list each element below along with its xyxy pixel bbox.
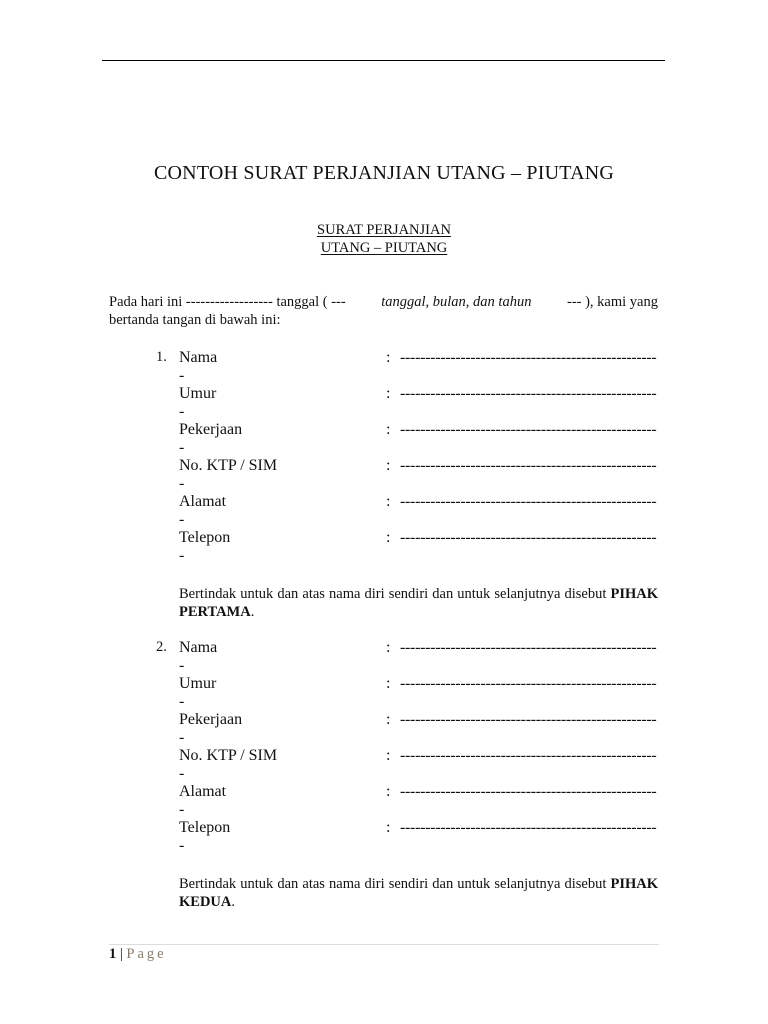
intro-part-1: Pada hari ini ------------------ tanggal ( --- [109,294,346,310]
field-colon: : [386,421,391,438]
party-2-statement-text: Bertindak untuk dan atas nama diri sendiri dan untuk selanjutnya disebut [179,876,607,892]
party-2-number: 2. [156,639,167,655]
field-blank-line: --------------------------------------------------- [400,819,657,836]
field-colon: : [386,819,391,836]
field-label: Umur [179,385,217,402]
party-2-field-row [179,711,659,747]
party-2-role: PIHAK KEDUA [179,876,659,910]
intro-part-2: --- ), kami yang [566,294,658,310]
subtitle-line-1-text: SURAT PERJANJIAN [317,222,451,238]
field-blank-wrap: - [179,547,185,564]
footer-separator: | [119,946,123,962]
field-label: Umur [179,675,217,692]
party-1-number: 1. [156,349,167,365]
party-1-field-row [179,493,659,529]
field-blank-wrap: - [179,367,185,384]
header-rule [102,60,665,61]
field-label: Nama [179,349,218,366]
intro-line-2: bertanda tangan di bawah ini: [109,312,281,328]
field-blank-wrap: - [179,837,185,854]
field-label: Pekerjaan [179,421,243,438]
field-blank-wrap: - [179,403,185,420]
party-1-field-row [179,385,659,421]
field-blank-line: --------------------------------------------------- [400,639,657,656]
party-2-field-row [179,783,659,819]
field-blank-wrap: - [179,511,185,528]
party-1-statement-end: . [250,604,255,620]
field-colon: : [386,457,391,474]
field-blank-line: --------------------------------------------------- [400,529,657,546]
field-blank-wrap: - [179,475,185,492]
field-blank-line: --------------------------------------------------- [400,421,657,438]
party-1-field-row [179,457,659,493]
field-colon: : [386,349,391,366]
field-blank-wrap: - [179,729,185,746]
party-1-statement [179,585,658,621]
party-2-field-row [179,819,659,855]
field-colon: : [386,747,391,764]
field-colon: : [386,675,391,692]
field-label: No. KTP / SIM [179,457,278,474]
subtitle-line-1 [0,222,768,239]
field-blank-wrap: - [179,693,185,710]
field-blank-line: --------------------------------------------------- [400,349,657,366]
party-1-role: PIHAK PERTAMA [179,586,659,620]
party-2-statement-end: . [231,894,235,910]
page-number: 1 [109,946,117,962]
field-blank-line: --------------------------------------------------- [400,711,657,728]
footer-rule [109,944,659,945]
field-blank-line: --------------------------------------------------- [400,493,657,510]
field-label: No. KTP / SIM [179,747,278,764]
party-2-statement [179,875,658,911]
field-label: Alamat [179,493,227,510]
field-colon: : [386,385,391,402]
field-blank-wrap: - [179,657,185,674]
field-colon: : [386,529,391,546]
field-label: Telepon [179,819,231,836]
field-label: Alamat [179,783,227,800]
field-blank-line: --------------------------------------------------- [400,385,657,402]
field-colon: : [386,493,391,510]
field-blank-line: --------------------------------------------------- [400,783,657,800]
party-1-field-row [179,349,659,385]
party-2-field-row [179,675,659,711]
field-blank-line: --------------------------------------------------- [400,457,657,474]
document-title: CONTOH SURAT PERJANJIAN UTANG – PIUTANG [154,162,614,184]
field-label: Nama [179,639,218,656]
field-colon: : [386,711,391,728]
page-label: Page [126,946,167,962]
field-label: Pekerjaan [179,711,243,728]
intro-paragraph [109,293,658,329]
field-blank-wrap: - [179,765,185,782]
page-footer [109,946,167,963]
party-2-field-row [179,747,659,783]
field-blank-wrap: - [179,801,185,818]
subtitle-line-2-text: UTANG – PIUTANG [320,240,448,256]
subtitle-line-2 [0,240,768,257]
party-2-field-row [179,639,659,675]
intro-line-1 [109,293,658,311]
field-label: Telepon [179,529,231,546]
field-blank-wrap: - [179,439,185,456]
party-1-field-row [179,529,659,565]
field-blank-line: --------------------------------------------------- [400,675,657,692]
field-colon: : [386,783,391,800]
party-1-statement-text: Bertindak untuk dan atas nama diri sendiri dan untuk selanjutnya disebut [179,586,607,602]
intro-italic-date: tanggal, bulan, dan tahun [381,294,532,310]
field-blank-line: --------------------------------------------------- [400,747,657,764]
field-colon: : [386,639,391,656]
party-1-field-row [179,421,659,457]
